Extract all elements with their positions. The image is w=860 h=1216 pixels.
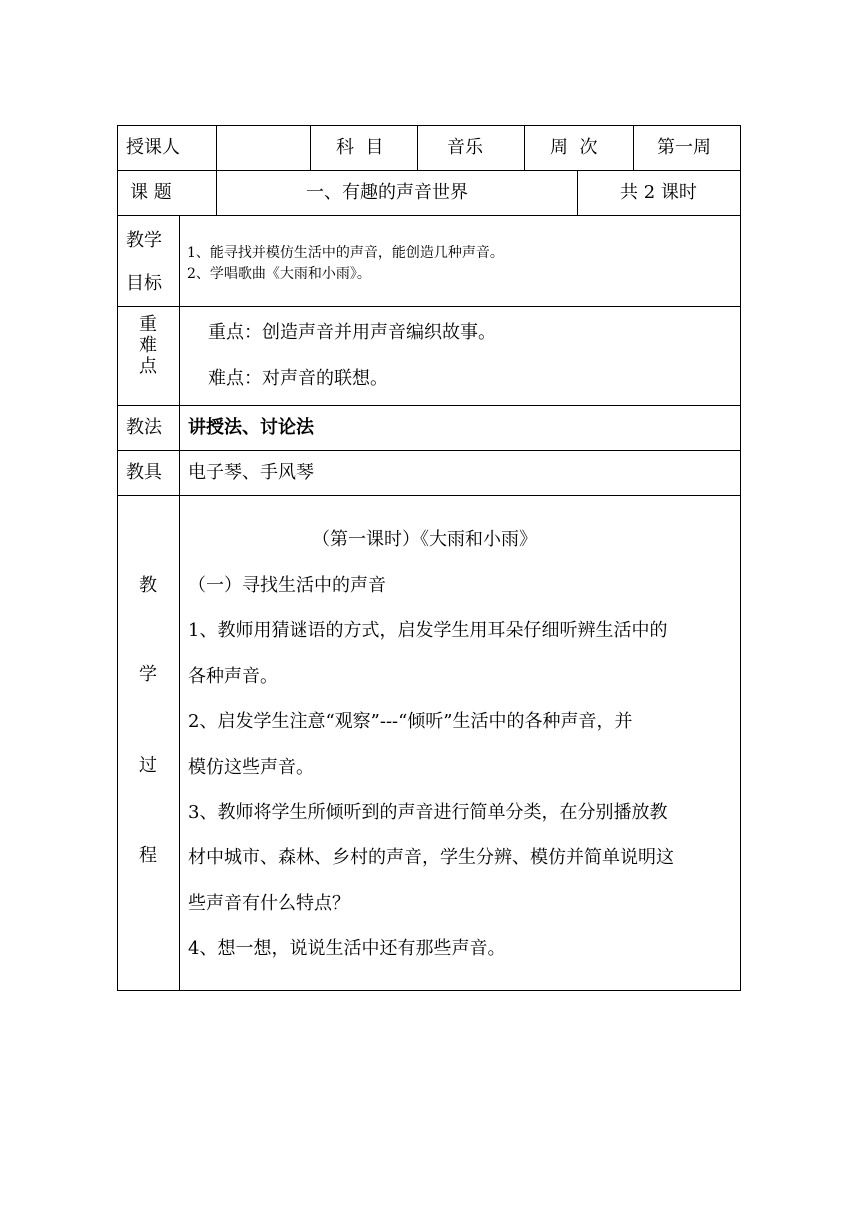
table-border-bottom [117,990,741,991]
cell-divider [216,170,217,215]
difficult-point: 难点：对声音的联想。 [208,368,388,389]
process-line: 些声音有什么特点？ [188,893,350,914]
cell-divider [577,170,578,215]
label-column-divider [179,215,180,990]
teacher-label: 授课人 [126,137,180,158]
subject-label: 科 目 [336,137,384,158]
class-hours: 共 2 课时 [620,182,697,203]
objective-item: 1、能寻找并模仿生活中的声音，能创造几种声音。 [187,245,504,261]
objectives-label-line1: 教学 [126,230,162,251]
cell-divider [417,125,418,170]
process-label-char: 教 [139,575,157,596]
table-border-left [117,125,118,991]
cell-divider [524,125,525,170]
table-border-row3 [117,306,741,307]
method-value: 讲授法、讨论法 [188,417,314,438]
method-label: 教法 [126,417,162,438]
table-border-row1 [117,170,741,171]
subject-value: 音乐 [447,137,483,158]
process-line: 模仿这些声音。 [188,757,314,778]
tools-value: 电子琴、手风琴 [188,462,314,483]
table-border-top [117,125,741,126]
cell-divider [216,125,217,170]
key-point: 重点：创造声音并用声音编织故事。 [208,322,496,343]
tools-label: 教具 [126,462,162,483]
keypoints-label-char: 点 [139,356,157,377]
topic-label: 课 题 [130,182,172,203]
table-border-row6 [117,495,741,496]
week-value: 第一周 [657,137,711,158]
process-label-char: 过 [139,755,157,776]
week-label: 周 次 [550,137,598,158]
process-line: 各种声音。 [188,666,278,687]
process-line: 1、教师用猜谜语的方式，启发学生用耳朵仔细听辨生活中的 [188,620,668,641]
table-border-row4 [117,405,741,406]
objectives-label-line2: 目标 [126,273,162,294]
cell-divider [633,125,634,170]
process-label-char: 学 [139,664,157,685]
table-border-row5 [117,450,741,451]
lesson-heading: （第一课时）《大雨和小雨》 [312,529,537,550]
process-line: 4、想一想，说说生活中还有那些声音。 [188,938,506,959]
process-label-char: 程 [139,845,157,866]
topic-title: 一、有趣的声音世界 [306,182,468,203]
keypoints-label-char: 重 [139,314,157,335]
table-border-right [740,125,741,991]
cell-divider [310,125,311,170]
process-line: 3、教师将学生所倾听到的声音进行简单分类，在分别播放教 [188,802,668,823]
process-line: 材中城市、森林、乡村的声音，学生分辨、模仿并简单说明这 [188,847,674,868]
process-line: 2、启发学生注意“观察”---“倾听”生活中的各种声音，并 [188,711,633,732]
keypoints-label-char: 难 [139,335,157,356]
section-heading: （一）寻找生活中的声音 [188,575,386,596]
objective-item: 2、学唱歌曲《大雨和小雨》。 [187,266,371,282]
table-border-row2 [117,215,741,216]
